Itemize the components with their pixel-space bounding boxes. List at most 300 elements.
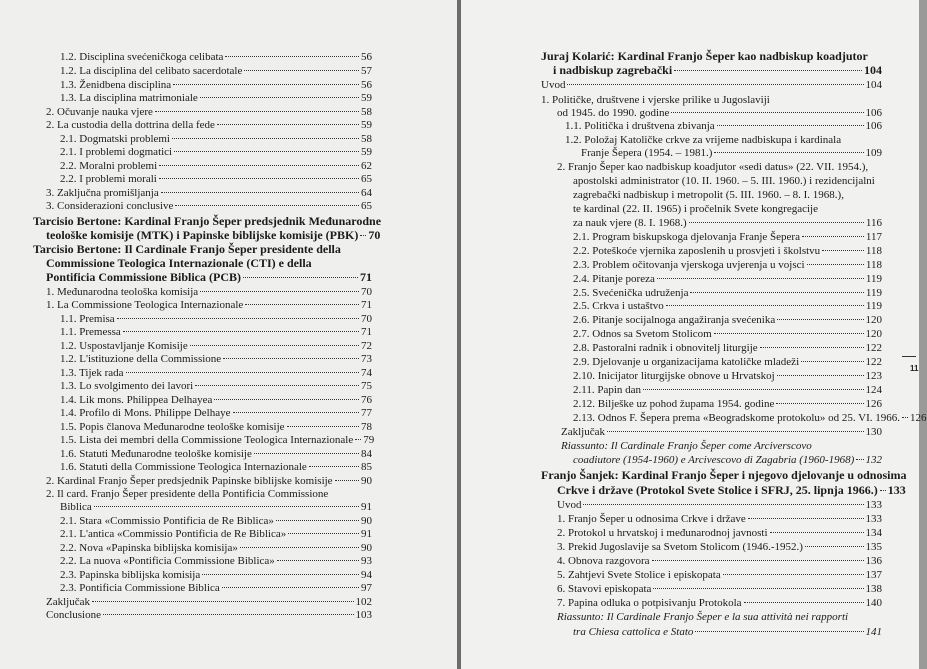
toc-entry-title: Juraj Kolarić: Kardinal Franjo Šeper kao nadbiskup koadjutor [541, 49, 868, 63]
toc-entry-title: Riassunto: Il Cardinale Franjo Šeper e la sua attività nei rapporti [557, 611, 849, 623]
toc-page-number: 79 [363, 434, 375, 446]
dot-leader [567, 84, 863, 85]
toc-page-number: 106 [865, 120, 882, 132]
toc-entry-title: 2. Očuvanje nauka vjere [46, 106, 153, 118]
toc-entry-title: te kardinal (22. II. 1965) i pročelnik Svete kongregacije [573, 203, 818, 215]
toc-page-number: 119 [865, 273, 882, 285]
dot-leader [583, 504, 863, 505]
dot-leader [902, 417, 908, 418]
toc-entry-title: i nadbiskup zagrebački [553, 63, 673, 77]
toc-entry [60, 66, 372, 77]
toc-entry [557, 528, 882, 539]
toc-entry-title: 2.5. Svećenička udruženja [573, 287, 689, 299]
toc-entry-title: Conclusione [46, 609, 101, 621]
toc-page-number: 56 [361, 79, 372, 91]
toc-page-number: 104 [864, 63, 882, 77]
toc-entry [60, 434, 375, 446]
toc-page-number: 74 [361, 367, 372, 379]
toc-entry-title: 2.2. I problemi morali [60, 173, 157, 185]
toc-entry-title: zagrebački nadbiskup i metropolit (5. III. 1960. – 8. I. 1968.), [573, 189, 844, 201]
dot-leader [117, 318, 359, 319]
dot-leader [244, 70, 359, 71]
toc-entry [573, 260, 882, 271]
dot-leader [807, 264, 864, 265]
toc-entry-title: 5. Zahtjevi Svete Stolice i episkopata [557, 569, 721, 581]
dot-leader [690, 292, 863, 293]
toc-entry [60, 543, 372, 554]
dot-leader [776, 403, 863, 404]
toc-entry [573, 218, 882, 229]
toc-entry-title: Zaključak [561, 426, 605, 438]
toc-entry-title: Commissione Teologica Internazionale (CTI) e della [46, 256, 312, 270]
toc-page-number: 118 [865, 245, 882, 257]
toc-entry-title: 2.12. Bilješke uz pohod župama 1954. godine [573, 398, 775, 410]
toc-page-number: 59 [361, 119, 372, 131]
toc-entry-title: Uvod [557, 499, 582, 511]
dot-leader [770, 532, 864, 533]
toc-entry-title: 1.1. Politička i društvena zbivanja [565, 120, 715, 132]
toc-entry-title: 4. Obnova razgovora [557, 555, 650, 567]
toc-page-number: 58 [361, 106, 372, 118]
toc-entry [557, 612, 882, 623]
toc-page-number: 59 [361, 92, 372, 104]
toc-entry-title: 7. Papina odluka o potpisivanju Protokola [557, 597, 742, 609]
dot-leader [202, 574, 359, 575]
toc-entry [573, 232, 882, 243]
toc-entry [541, 468, 907, 482]
dot-leader [805, 546, 864, 547]
toc-entry-title: 1.2. Disciplina svećeničkoga celibata [60, 51, 224, 63]
toc-entry-title: Tarcisio Bertone: Il Cardinale Franjo Šeper presidente della [33, 242, 341, 256]
toc-page-number: 106 [865, 107, 882, 119]
toc-page-number: 84 [361, 448, 372, 460]
toc-entry [46, 489, 372, 500]
toc-entry [46, 188, 372, 199]
dot-leader [671, 112, 863, 113]
toc-entry [60, 327, 372, 338]
dot-leader [880, 490, 886, 491]
toc-page-number: 118 [865, 259, 882, 271]
toc-entry [541, 95, 882, 106]
toc-entry [60, 462, 372, 473]
toc-entry-title: 1.3. Ženidbena disciplina [60, 79, 172, 91]
toc-page-number: 70 [368, 228, 381, 242]
toc-entry-title: Franjo Šanjek: Kardinal Franjo Šeper i njegovo djelovanje u odnosima [541, 468, 907, 482]
toc-entry-title: 1.2. La disciplina del celibato sacerdotale [60, 65, 243, 77]
toc-entry [573, 301, 882, 312]
toc-entry-title: 2.3. Pontificia Commissione Biblica [60, 582, 220, 594]
dot-leader [245, 304, 359, 305]
right-page [461, 0, 927, 669]
dot-leader [748, 518, 864, 519]
toc-entry [60, 174, 372, 185]
toc-page-number: 133 [865, 513, 882, 525]
toc-entry-title: 3. Zaključna promišljanja [46, 187, 159, 199]
toc-page-number: 97 [361, 582, 372, 594]
toc-entry-title: 6. Stavovi episkopata [557, 583, 652, 595]
toc-entry [60, 354, 372, 365]
toc-entry [561, 427, 882, 438]
toc-page-number: 109 [865, 147, 882, 159]
toc-page-number: 120 [865, 328, 882, 340]
toc-entry-title: 1.2. Uspostavljanje Komisije [60, 340, 188, 352]
toc-page-number: 140 [865, 597, 882, 609]
toc-entry [46, 201, 372, 212]
toc-page-number: 76 [361, 394, 372, 406]
dot-leader [674, 70, 862, 71]
toc-entry-title: 2.2. Poteškoće vjernika zaposlenih u prosvjeti i školstvu [573, 245, 821, 257]
dot-leader [607, 431, 864, 432]
dot-leader [717, 125, 864, 126]
dot-leader [254, 453, 359, 454]
toc-entry [60, 368, 372, 379]
toc-entry [557, 514, 882, 525]
dot-leader [159, 165, 359, 166]
toc-entry-title: 3. Considerazioni conclusive [46, 200, 174, 212]
toc-entry [557, 570, 882, 581]
toc-entry [60, 556, 372, 567]
toc-entry-title: 2.3. Papinska biblijska komisija [60, 569, 201, 581]
toc-page-number: 116 [865, 217, 882, 229]
toc-entry [573, 399, 882, 410]
toc-page-number: 64 [361, 187, 372, 199]
dot-leader [822, 250, 864, 251]
toc-entry [33, 214, 382, 228]
toc-page-number: 77 [361, 407, 372, 419]
toc-page-number: 71 [361, 326, 372, 338]
dot-leader [222, 587, 359, 588]
toc-page-number: 135 [865, 541, 882, 553]
dot-leader [190, 345, 359, 346]
dot-leader [225, 56, 359, 57]
toc-entry-title: 2.6. Pitanje socijalnoga angažiranja svećenika [573, 314, 776, 326]
toc-entry-title: 1.4. Profilo di Mons. Philippe Delhaye [60, 407, 231, 419]
toc-page-number: 93 [361, 555, 372, 567]
toc-page-number: 90 [361, 475, 372, 487]
toc-page-number: 91 [361, 528, 372, 540]
toc-entry [60, 161, 372, 172]
dot-leader [714, 333, 864, 334]
toc-entry-title: 2.7. Odnos sa Svetom Stolicom [573, 328, 712, 340]
toc-entry [46, 107, 372, 118]
toc-entry [573, 357, 882, 368]
dot-leader [723, 574, 864, 575]
toc-page-number: 120 [865, 314, 882, 326]
toc-page-number: 102 [355, 596, 372, 608]
toc-entry [573, 343, 882, 354]
toc-page-number: 59 [361, 146, 372, 158]
toc-entry-title: 2. Kardinal Franjo Šeper predsjednik Papinske biblijske komisije [46, 475, 333, 487]
toc-page-number: 85 [361, 461, 372, 473]
toc-entry [573, 176, 882, 187]
toc-page-number: 70 [361, 313, 372, 325]
toc-entry [573, 190, 882, 201]
toc-page-number: 71 [361, 299, 372, 311]
toc-entry-title: 1. Međunarodna teološka komisija [46, 286, 199, 298]
toc-page-number: 78 [361, 421, 372, 433]
toc-entry [541, 80, 882, 91]
toc-entry-title: 2.2. Moralni problemi [60, 160, 158, 172]
toc-entry-title: apostolski administrator (10. II. 1960. – 5. III. 1960.) i rezidencijalni [573, 175, 875, 187]
toc-entry-title: 2. Il card. Franjo Šeper presidente della Pontificia Commissione [46, 488, 329, 500]
toc-entry [557, 542, 882, 553]
toc-entry-title: 1.3. Lo svolgimento dei lavori [60, 380, 194, 392]
toc-entry [60, 381, 372, 392]
toc-entry [573, 315, 882, 326]
toc-entry [60, 93, 372, 104]
toc-page-number: 119 [865, 287, 882, 299]
dot-leader [223, 358, 359, 359]
toc-page-number: 133 [865, 499, 882, 511]
toc-entry-title: 2. La custodia della dottrina della fede [46, 119, 215, 131]
dot-leader [309, 466, 359, 467]
dot-leader [695, 631, 863, 632]
toc-page-number: 124 [865, 384, 882, 396]
dot-leader [652, 560, 864, 561]
toc-entry-title: 2.10. Inicijator liturgijske obnove u Hrvatskoj [573, 370, 775, 382]
dot-leader [174, 151, 359, 152]
toc-page-number: 122 [865, 356, 882, 368]
toc-page-number: 65 [361, 173, 372, 185]
toc-entry [46, 300, 372, 311]
toc-entry [573, 412, 927, 424]
toc-page-number: 117 [865, 231, 882, 243]
toc-entry-title: 1.3. La disciplina matrimoniale [60, 92, 198, 104]
toc-entry-title: 1.2. Položaj Katoličke crkve za vrijeme nadbiskupa i kardinala [565, 134, 842, 146]
toc-entry-title: Franje Šepera (1954. – 1981.) [581, 147, 713, 159]
toc-entry-title: 1.2. L'istituzione della Commissione [60, 353, 222, 365]
dot-leader [653, 588, 863, 589]
toc-entry-title: 2.1. I problemi dogmatici [60, 146, 173, 158]
toc-entry [60, 516, 372, 527]
toc-entry [573, 246, 882, 257]
toc-entry-title: 2.3. Problem očitovanja vjerskoga uvjerenja u vojsci [573, 259, 805, 271]
toc-entry [557, 598, 882, 609]
toc-entry [60, 147, 372, 158]
toc-entry-title: 2. Protokol u hrvatskoj i međunarodnoj javnosti [557, 527, 768, 539]
toc-page-number: 71 [360, 270, 372, 284]
dot-leader [657, 278, 864, 279]
toc-page-number: 141 [865, 626, 882, 638]
dot-leader [200, 291, 359, 292]
toc-entry [46, 257, 372, 269]
toc-entry [573, 204, 882, 215]
toc-entry [565, 121, 882, 132]
toc-page-number: 126 [865, 398, 882, 410]
toc-entry-title: 2.1. Stara «Commissio Pontificia de Re Biblica» [60, 515, 274, 527]
dot-leader [689, 222, 864, 223]
toc-entry [46, 228, 381, 242]
dot-leader [159, 178, 359, 179]
dot-leader [217, 124, 359, 125]
toc-entry [60, 502, 372, 513]
toc-page-number: 73 [361, 353, 372, 365]
toc-entry [565, 135, 882, 146]
toc-entry-title: teološke komisije (MTK) i Papinske biblijske komisije (PBK) [46, 228, 359, 242]
toc-page-number: 137 [865, 569, 882, 581]
toc-page-number: 136 [865, 555, 882, 567]
margin-tick [902, 356, 916, 357]
dot-leader [802, 236, 864, 237]
toc-entry [573, 288, 882, 299]
toc-entry-title: Uvod [541, 79, 566, 91]
toc-entry [46, 476, 372, 487]
toc-entry [60, 52, 372, 63]
margin-mark: 11 [910, 364, 919, 373]
toc-entry [60, 314, 372, 325]
toc-page-number: 122 [865, 342, 882, 354]
toc-entry [573, 627, 882, 638]
toc-entry-title: 1. La Commissione Teologica Internazionale [46, 299, 244, 311]
toc-entry [573, 455, 882, 466]
toc-entry-title: 1.5. Lista dei membri della Commissione Teologica Internazionale [60, 434, 354, 446]
dot-leader [643, 389, 863, 390]
toc-entry-title: 2.2. La nuova «Pontificia Commissione Biblica» [60, 555, 275, 567]
toc-entry-title: 3. Prekid Jugoslavije sa Svetom Stolicom (1946.-1952.) [557, 541, 803, 553]
toc-entry [573, 385, 882, 396]
dot-leader [161, 192, 359, 193]
toc-entry-title: Riassunto: Il Cardinale Franjo Šeper come Arciverscovo [561, 440, 812, 452]
toc-entry-title: tra Chiesa cattolica e Stato [573, 626, 694, 638]
toc-entry [60, 134, 372, 145]
toc-entry-title: 1.3. Tijek rada [60, 367, 124, 379]
toc-page-number: 126 [910, 412, 927, 424]
toc-entry-title: 2.5. Crkva i ustaštvo [573, 300, 664, 312]
dot-leader [777, 319, 863, 320]
dot-leader [760, 347, 864, 348]
toc-page-number: 62 [361, 160, 372, 172]
toc-entry-title: Tarcisio Bertone: Kardinal Franjo Šeper predsjednik Međunarodne [33, 214, 382, 228]
toc-entry-title: za nauk vjere (8. I. 1968.) [573, 217, 687, 229]
toc-entry [573, 274, 882, 285]
toc-entry-title: 1.6. Statuti Međunarodne teološke komisije [60, 448, 252, 460]
toc-page-number: 94 [361, 569, 372, 581]
toc-page-number: 56 [361, 51, 372, 63]
dot-leader [360, 235, 366, 236]
dot-leader [276, 520, 359, 521]
toc-entry [46, 610, 372, 621]
dot-leader [744, 602, 864, 603]
dot-leader [240, 547, 359, 548]
toc-entry [60, 449, 372, 460]
toc-entry [557, 584, 882, 595]
toc-page-number: 70 [361, 286, 372, 298]
dot-leader [123, 331, 359, 332]
toc-page-number: 130 [865, 426, 882, 438]
toc-entry-title: 2.9. Djelovanje u organizacijama katoličke mladeži [573, 356, 800, 368]
toc-entry-title: Pontificia Commissione Biblica (PCB) [46, 270, 241, 284]
toc-entry-title: 2.4. Pitanje poreza [573, 273, 655, 285]
toc-entry [60, 395, 372, 406]
toc-entry-title: coadiutore (1954-1960) e Arcivescovo di Zagabria (1960-1968) [573, 454, 855, 466]
dot-leader [777, 375, 864, 376]
toc-entry-title: Crkve i države (Protokol Svete Stolice i SFRJ, 25. lipnja 1966.) [557, 483, 878, 497]
toc-entry [60, 408, 372, 419]
toc-entry [561, 441, 882, 452]
toc-page-number: 104 [865, 79, 882, 91]
toc-page-number: 90 [361, 515, 372, 527]
toc-entry [46, 271, 372, 283]
toc-page-number: 134 [865, 527, 882, 539]
toc-entry [60, 422, 372, 433]
dot-leader [856, 459, 863, 460]
toc-page-number: 138 [865, 583, 882, 595]
toc-entry [573, 329, 882, 340]
toc-entry [46, 120, 372, 131]
toc-entry-title: 1.1. Premessa [60, 326, 121, 338]
toc-entry-title: od 1945. do 1990. godine [557, 107, 670, 119]
dot-leader [200, 97, 359, 98]
toc-page-number: 123 [865, 370, 882, 382]
toc-entry-title: 2.1. Dogmatski problemi [60, 133, 170, 145]
toc-entry-title: 1.1. Premisa [60, 313, 115, 325]
left-page [0, 0, 457, 669]
toc-entry [581, 148, 882, 159]
dot-leader [287, 426, 359, 427]
toc-page-number: 57 [361, 65, 372, 77]
dot-leader [172, 138, 359, 139]
toc-page-number: 90 [361, 542, 372, 554]
toc-entry [553, 64, 882, 76]
dot-leader [801, 361, 863, 362]
toc-entry-title: 2.8. Pastoralni radnik i obnovitelj liturgije [573, 342, 758, 354]
dot-leader [173, 84, 359, 85]
dot-leader [243, 277, 358, 278]
dot-leader [666, 305, 864, 306]
toc-entry [33, 243, 372, 255]
toc-entry-title: 1.4. Lik mons. Philippea Delhayea [60, 394, 213, 406]
dot-leader [195, 385, 359, 386]
toc-entry [60, 529, 372, 540]
toc-entry [557, 162, 882, 173]
dot-leader [94, 506, 359, 507]
toc-page-number: 91 [361, 501, 372, 513]
toc-entry-title: 2.1. L'antica «Commissio Pontificia de Re Biblica» [60, 528, 287, 540]
toc-entry-title: 2.2. Nova «Papinska biblijska komisija» [60, 542, 238, 554]
toc-entry [60, 80, 372, 91]
toc-entry [557, 556, 882, 567]
dot-leader [277, 560, 359, 561]
toc-page-number: 132 [865, 454, 882, 466]
toc-entry-title: 1. Franjo Šeper u odnosima Crkve i države [557, 513, 746, 525]
toc-entry-title: Zaključak [46, 596, 90, 608]
dot-leader [355, 439, 361, 440]
toc-entry [60, 341, 372, 352]
toc-page-number: 133 [887, 483, 906, 497]
dot-leader [335, 480, 359, 481]
toc-entry-title: 2. Franjo Šeper kao nadbiskup koadjutor «sedi datus» (22. VII. 1954.), [557, 161, 869, 173]
toc-entry-title: Biblica [60, 501, 92, 513]
dot-leader [155, 111, 359, 112]
dot-leader [92, 601, 354, 602]
toc-entry [541, 50, 882, 62]
toc-entry [573, 371, 882, 382]
toc-entry [557, 500, 882, 511]
toc-page-number: 75 [361, 380, 372, 392]
dot-leader [103, 614, 354, 615]
toc-entry-title: 2.13. Odnos F. Šepera prema «Beogradskome protokolu» od 25. VI. 1966. [573, 412, 901, 424]
toc-page-number: 72 [361, 340, 372, 352]
toc-page-number: 58 [361, 133, 372, 145]
dot-leader [126, 372, 359, 373]
toc-entry-title: 2.1. Program biskupskoga djelovanja Franje Šepera [573, 231, 800, 243]
toc-page-number: 103 [355, 609, 372, 621]
dot-leader [714, 152, 863, 153]
toc-entry [60, 570, 372, 581]
toc-entry-title: 2.11. Papin dan [573, 384, 642, 396]
toc-entry [46, 287, 372, 298]
toc-entry [557, 108, 882, 119]
